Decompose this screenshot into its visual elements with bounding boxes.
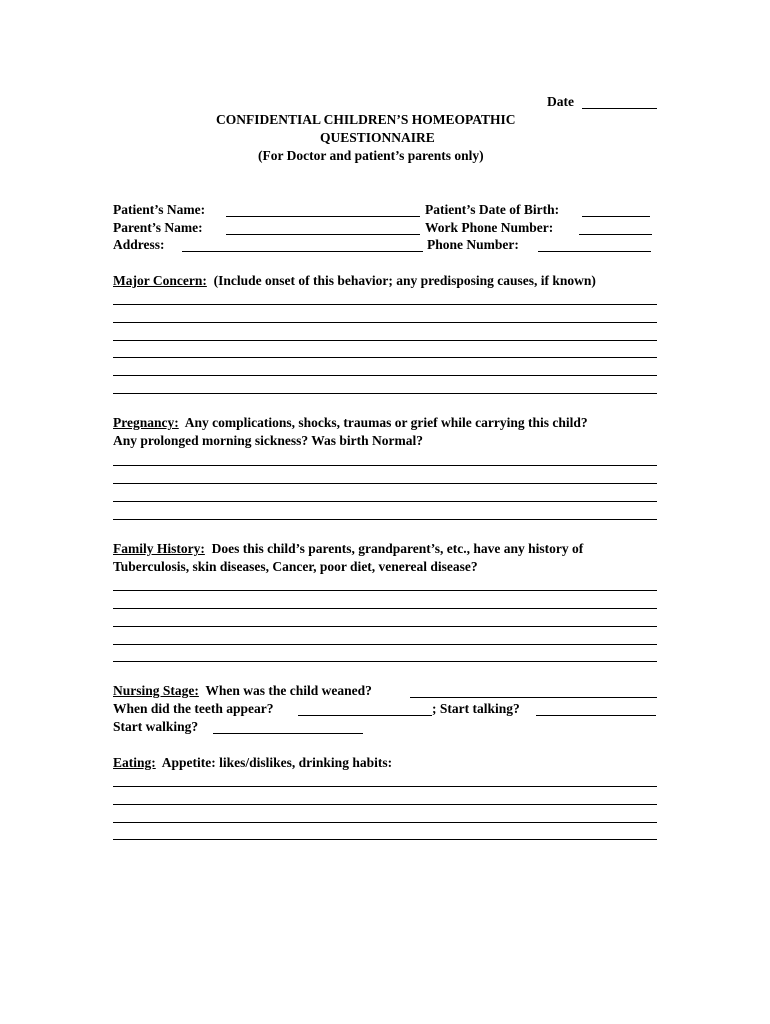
eating-prompt: Appetite: likes/dislikes, drinking habits: — [161, 755, 393, 770]
form-subtitle: (For Doctor and patient’s parents only) — [258, 148, 484, 163]
nursing-section — [113, 683, 372, 699]
family-history-line[interactable] — [113, 644, 657, 645]
eating-line[interactable] — [113, 839, 657, 840]
phone-field[interactable] — [538, 251, 651, 252]
major-concern-line[interactable] — [113, 393, 657, 394]
work-phone-label: Work Phone Number: — [425, 220, 554, 235]
pregnancy-heading: Pregnancy: — [113, 415, 179, 430]
major-concern-line[interactable] — [113, 375, 657, 376]
major-concern-line[interactable] — [113, 340, 657, 341]
major-concern-section — [113, 273, 596, 289]
major-concern-line[interactable] — [113, 304, 657, 305]
major-concern-prompt: (Include onset of this behavior; any predisposing causes, if known) — [213, 273, 596, 288]
eating-line[interactable] — [113, 786, 657, 787]
major-concern-line[interactable] — [113, 357, 657, 358]
teeth-label: When did the teeth appear? — [113, 701, 274, 716]
patient-dob-label: Patient’s Date of Birth: — [425, 202, 560, 217]
work-phone-field[interactable] — [579, 234, 652, 235]
pregnancy-prompt: Any complications, shocks, traumas or grief while carrying this child? — [184, 415, 588, 430]
talking-label: ; Start talking? — [432, 701, 520, 716]
pregnancy-line[interactable] — [113, 519, 657, 520]
family-history-heading: Family History: — [113, 541, 205, 556]
eating-heading: Eating: — [113, 755, 156, 770]
form-title-line2: QUESTIONNAIRE — [320, 130, 435, 145]
nursing-heading: Nursing Stage: — [113, 683, 199, 698]
parent-name-field[interactable] — [226, 234, 420, 235]
walking-field[interactable] — [213, 733, 363, 734]
address-label: Address: — [113, 237, 165, 252]
walking-label: Start walking? — [113, 719, 199, 734]
eating-section — [113, 755, 392, 771]
talking-field[interactable] — [536, 715, 656, 716]
pregnancy-section — [113, 415, 588, 431]
date-label: Date — [547, 94, 574, 109]
family-history-line[interactable] — [113, 661, 657, 662]
pregnancy-prompt-line2: Any prolonged morning sickness? Was birth Normal? — [113, 433, 424, 448]
teeth-field[interactable] — [298, 715, 432, 716]
eating-line[interactable] — [113, 804, 657, 805]
parent-name-label: Parent’s Name: — [113, 220, 203, 235]
pregnancy-line[interactable] — [113, 483, 657, 484]
major-concern-line[interactable] — [113, 322, 657, 323]
eating-line[interactable] — [113, 822, 657, 823]
major-concern-heading: Major Concern: — [113, 273, 207, 288]
pregnancy-line[interactable] — [113, 501, 657, 502]
patient-dob-field[interactable] — [582, 216, 650, 217]
family-history-line[interactable] — [113, 626, 657, 627]
weaned-field[interactable] — [410, 697, 657, 698]
phone-label: Phone Number: — [427, 237, 519, 252]
address-field[interactable] — [182, 251, 423, 252]
family-history-prompt: Does this child’s parents, grandparent’s, etc., have any history of — [211, 541, 584, 556]
patient-name-label: Patient’s Name: — [113, 202, 206, 217]
date-field[interactable] — [582, 108, 657, 109]
family-history-section — [113, 541, 583, 557]
family-history-prompt-line2: Tuberculosis, skin diseases, Cancer, poor diet, venereal disease? — [113, 559, 478, 574]
weaned-label: When was the child weaned? — [205, 683, 372, 698]
form-title: CONFIDENTIAL CHILDREN’S HOMEOPATHIC — [216, 112, 516, 127]
patient-name-field[interactable] — [226, 216, 420, 217]
family-history-line[interactable] — [113, 590, 657, 591]
family-history-line[interactable] — [113, 608, 657, 609]
pregnancy-line[interactable] — [113, 465, 657, 466]
